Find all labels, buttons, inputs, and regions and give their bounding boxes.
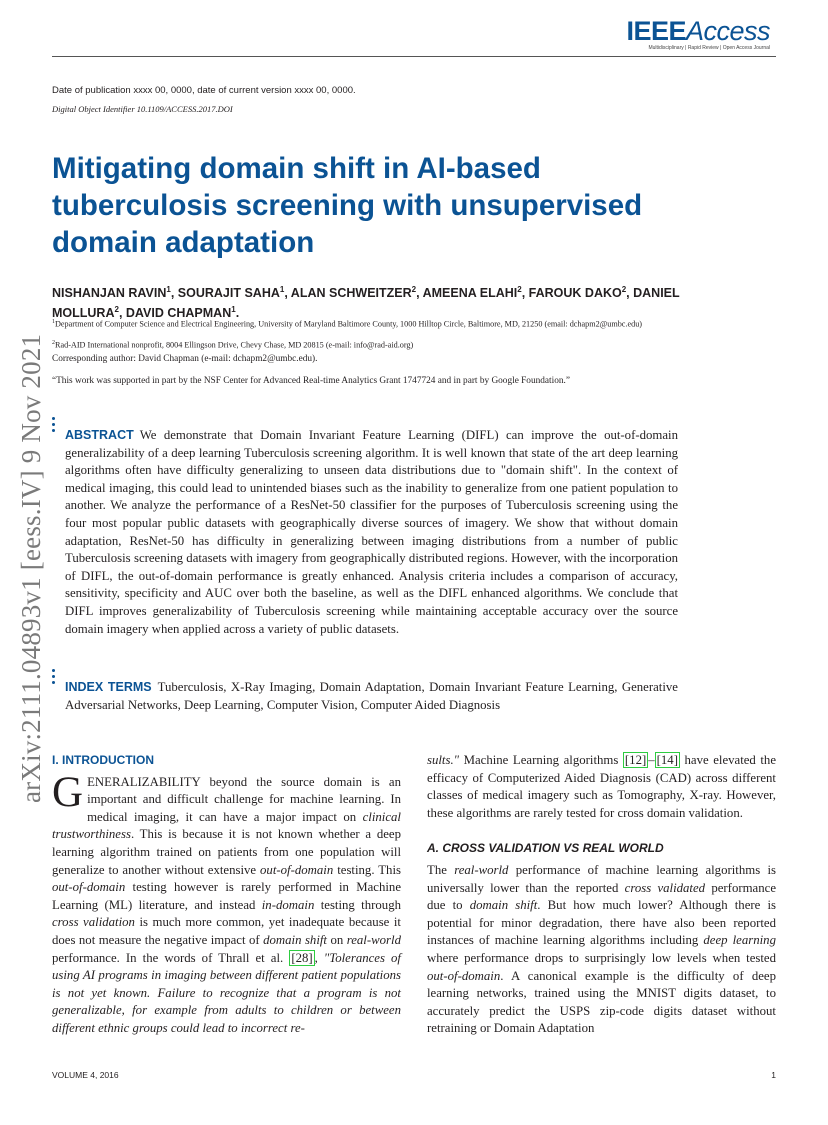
logo-ieee: IEEE (626, 16, 686, 46)
affiliation-number: 2 (52, 340, 55, 346)
marker-dot (52, 423, 55, 426)
abstract-label: ABSTRACT (65, 428, 134, 442)
journal-logo (626, 16, 770, 51)
marker-dot (52, 675, 55, 678)
arxiv-stamp: arXiv:2111.04893v1 [eess.IV] 9 Nov 2021 (16, 333, 46, 803)
affiliation-number: 1 (52, 319, 55, 325)
text-run: . But how much lower? Although there is potential for minor degradation, there have also been reported instances of machine learning algorithms including (427, 898, 776, 948)
text-run: on (327, 932, 347, 947)
text-run: cross validation (52, 915, 135, 930)
marker-dot (52, 417, 55, 420)
text-run: – (648, 753, 655, 767)
text-run: cross validated (624, 880, 706, 895)
text-run: out-of-domain (427, 968, 501, 983)
logo-tagline: Multidisciplinary | Rapid Review | Open Access Journal (648, 45, 770, 51)
text-run: , (314, 950, 324, 965)
left-column (52, 752, 401, 1038)
author-list (52, 282, 692, 321)
footer-volume: VOLUME 4, 2016 (52, 1070, 119, 1080)
text-run: performance of machine learning algorithms is universally lower than the reported (427, 862, 776, 895)
text-run: domain shift (469, 898, 538, 913)
author: , DANIEL MOLLURA (52, 286, 680, 320)
text-run: Machine Learning algorithms (459, 753, 623, 767)
author-affil-mark: 2 (114, 304, 119, 314)
text-run: . A canonical example is the difficulty of deep learning networks, trained using the MNIST digits dataset, to accurately predict the USPS zip-code digits dataset without retraining or Domain Adaptation (427, 968, 776, 1036)
author-affil-mark: 1 (231, 304, 236, 314)
section-heading-introduction: I. INTRODUCTION (52, 753, 154, 767)
citation-link[interactable]: [14] (656, 753, 678, 767)
intro-paragraph (52, 768, 401, 1038)
marker-dot (52, 681, 55, 684)
paper-title: Mitigating domain shift in AI-based tuberculosis screening with unsupervised domain adaptation (52, 152, 643, 259)
text-run: performance due to (427, 880, 776, 913)
text-run: have elevated the efficacy of Computerized Aided Diagnosis (CAD) across different classes of medical imagery such as Tomography, X-ray. However, these algorithms are rarely tested for cross domain validation. (427, 753, 777, 820)
text-run: performance. In the words of Thrall et al. (52, 950, 290, 965)
author-affil-mark: 1 (166, 285, 171, 294)
author-end: . (235, 305, 240, 320)
affiliation-text: Department of Computer Science and Electrical Engineering, University of Maryland Baltimore County, 1000 Hilltop Circle, Baltimore, MD, 21250 (email: dchapm2@umbc.edu) (55, 319, 643, 329)
author: , AMEENA ELAHI (416, 286, 518, 301)
abstract-text: We demonstrate that Domain Invariant Feature Learning (DIFL) can improve the out-of-domain generalizability of a deep learning Tuberculosis screening algorithm. It is well known that state of the art deep learning algorithms often have difficulty generalizing to unseen data distributions due to "domain shift". In the context of medical imaging, this could lead to unintended biases such as the inability to generalize from one patient population to another. We analyze the performance of a ResNet-50 classifier for the purposes of Tuberculosis screening using the four most popular public datasets with geographically diverse sources of imagery. We show that without domain adaptation, ResNet-50 has difficulty in generalizing between imaging distributions from a number of public Tuberculosis screening datasets with imagery from geographically distributed regions. However, with the incorporation of DIFL, the out-of-domain performance is greatly enhanced. Analysis criteria includes a comparison of accuracy, sensitivity, specificity and AUC over both the baseline, as well as the DIFL enhanced algorithms. We conclude that DIFL improves generalizability of Tuberculosis screening while maintaining acceptable accuracy over the source domain imagery when applied across a variety of public datasets. (65, 428, 678, 636)
funding-note: “This work was supported in part by the NSF Center for Advanced Real-time Analytics Grant 1747724 and in part by Google Foundation.” (52, 376, 570, 386)
text-run: testing however is rarely performed in Machine Learning (ML) literature, and instead (52, 880, 401, 912)
text-run: out-of-domain (260, 862, 334, 877)
author-affil-mark: 1 (279, 285, 285, 294)
doi: Digital Object Identifier 10.1109/ACCESS.2017.DOI (52, 104, 233, 114)
affiliation-1 (52, 317, 692, 330)
marker-dot (52, 669, 55, 672)
text-run: sults." (427, 753, 460, 767)
section-heading-cross-validation: A. CROSS VALIDATION VS REAL WORLD (427, 841, 664, 856)
text-run: out-of-domain (52, 880, 126, 895)
text-run: ENERALIZABILITY beyond the source domain is an important and difficult challenge for machine learning. In medical imaging, it can have a major impact on (87, 774, 401, 824)
text-run: where performance drops to surprisingly low levels when tested (427, 950, 776, 965)
logo-access: Access (685, 16, 770, 46)
author: , DAVID CHAPMAN (118, 305, 232, 320)
abstract (65, 427, 678, 638)
text-run: deep learning (703, 933, 776, 948)
right-column (427, 752, 776, 1038)
header-rule (52, 56, 776, 57)
author: , ALAN SCHWEITZER (284, 286, 412, 301)
author: , SOURAJIT SAHA (170, 286, 280, 301)
text-run: testing through (314, 897, 401, 912)
text-run: "Tolerances of using AI programs in imaging between different patient populations is not yet known. Failure to recognize that a program is not generalizable, for example from adults to children or between different ethnic groups could lead to incorrect re- (52, 950, 401, 1035)
text-run: is much more common, yet inadequate because it does not measure the negative impact of (52, 915, 401, 947)
text-run: real-world (454, 862, 509, 877)
author-affil-mark: 2 (411, 285, 417, 294)
index-terms-text: Tuberculosis, X-Ray Imaging, Domain Adaptation, Domain Invariant Feature Learning, Generative Adversarial Networks, Deep Learning, Computer Vision, Computer Aided Diagnosis (65, 680, 678, 712)
intro-paragraph-continued (427, 752, 776, 822)
corresponding-author: Corresponding author: David Chapman (e-mail: dchapm2@umbc.edu). (52, 354, 318, 364)
index-terms (65, 679, 678, 714)
page-number: 1 (771, 1070, 776, 1080)
drop-cap: G (52, 768, 84, 816)
citation-link[interactable]: [28] (291, 950, 313, 965)
affiliation-text: Rad-AID International nonprofit, 8004 Ellingson Drive, Chevy Chase, MD 20815 (e-mail: info@rad-aid.org) (55, 340, 414, 350)
affiliation-2 (52, 338, 692, 351)
text-run: in-domain (261, 897, 315, 912)
marker-dot (52, 429, 55, 432)
text-run: . This is because it is not known whether a deep learning algorithm trained on patients from one population will generalize to another without extensive (52, 827, 401, 877)
author-affil-mark: 2 (621, 285, 627, 294)
author: , FAROUK DAKO (521, 286, 622, 301)
citation-link[interactable]: [12] (624, 753, 647, 767)
text-run: real-world (346, 932, 401, 947)
text-run: domain shift (263, 932, 327, 947)
publication-date: Date of publication xxxx 00, 0000, date of current version xxxx 00, 0000. (52, 85, 356, 96)
abstract-marker (52, 417, 55, 435)
author: NISHANJAN RAVIN (52, 286, 167, 301)
text-run: testing. This (333, 862, 401, 877)
text-run: clinical trustworthiness (52, 809, 401, 842)
author-affil-mark: 2 (517, 285, 522, 294)
index-terms-marker (52, 669, 55, 687)
index-terms-label: INDEX TERMS (65, 680, 152, 694)
section-a-paragraph (427, 862, 776, 1038)
text-run: The (427, 862, 455, 877)
